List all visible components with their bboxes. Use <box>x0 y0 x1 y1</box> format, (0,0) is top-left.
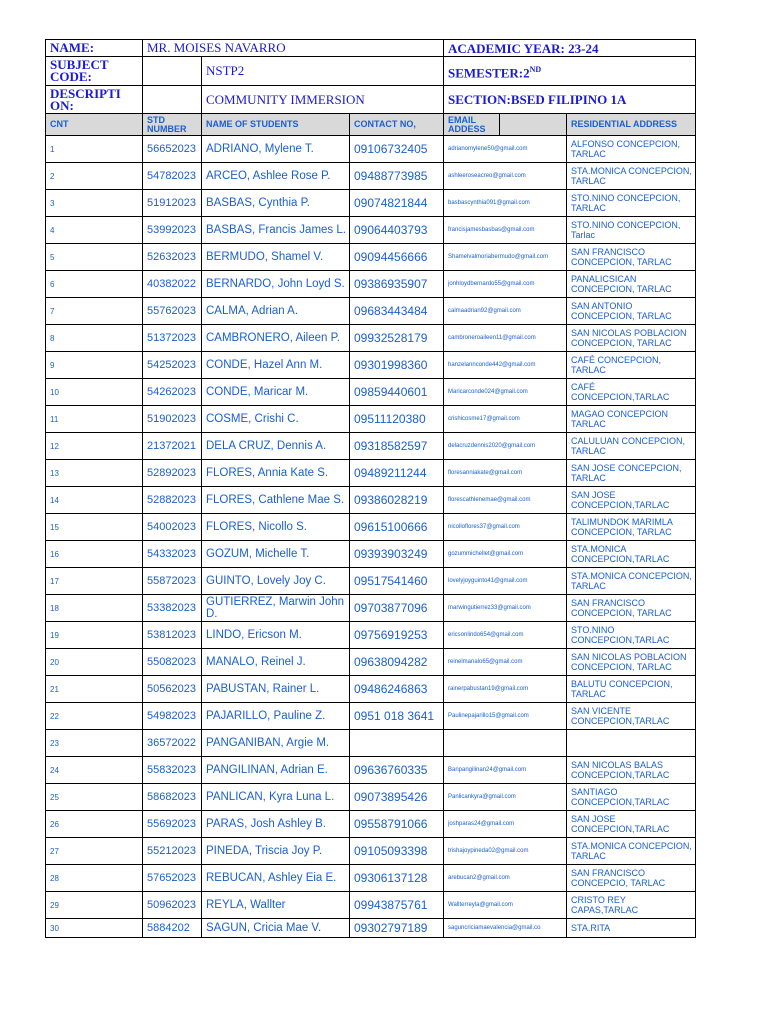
address-cell: STA.MONICA CONCEPCION,TARLAC <box>567 541 696 568</box>
contact-cell: 09064403793 <box>350 217 444 244</box>
cnt-cell: 19 <box>46 622 143 649</box>
description-value: COMMUNITY IMMERSION <box>202 86 444 114</box>
email-cell: ashleeroseacreo@gmail.com <box>444 163 567 190</box>
student-name-cell: ADRIANO, Mylene T. <box>202 136 350 163</box>
cnt-cell: 8 <box>46 325 143 352</box>
table-row <box>46 865 696 892</box>
student-name-cell: PINEDA, Triscia Joy P. <box>202 838 350 865</box>
std-number-cell: 54002023 <box>143 514 202 541</box>
contact-cell: 09511120380 <box>350 406 444 433</box>
table-row <box>46 298 696 325</box>
address-cell: PANALICSICAN CONCEPCION, TARLAC <box>567 271 696 298</box>
address-cell: MAGAO CONCEPCION TARLAC <box>567 406 696 433</box>
table-row <box>46 703 696 730</box>
std-number-cell: 54262023 <box>143 379 202 406</box>
cnt-cell: 24 <box>46 757 143 784</box>
name-row <box>46 40 696 57</box>
table-row <box>46 433 696 460</box>
student-name-cell: GUTIERREZ, Marwin John D. <box>202 595 350 622</box>
email-cell: reinelmanalo65@gmail.com <box>444 649 567 676</box>
table-row <box>46 676 696 703</box>
student-name-cell: SAGUN, Cricia Mae V. <box>202 919 350 938</box>
contact-cell: 09615100666 <box>350 514 444 541</box>
cnt-cell: 22 <box>46 703 143 730</box>
address-cell: CRISTO REY CAPAS,TARLAC <box>567 892 696 919</box>
table-row <box>46 163 696 190</box>
address-cell: BALUTU CONCEPCION, TARLAC <box>567 676 696 703</box>
contact-cell: 09105093398 <box>350 838 444 865</box>
std-number-cell: 51372023 <box>143 325 202 352</box>
student-name-cell: FLORES, Nicollo S. <box>202 514 350 541</box>
cnt-cell: 13 <box>46 460 143 487</box>
student-name-cell: BASBAS, Cynthia P. <box>202 190 350 217</box>
email-cell: Banpangilinan24@gmail.com <box>444 757 567 784</box>
semester-suffix: ND <box>529 64 542 74</box>
table-row <box>46 622 696 649</box>
contact-cell: 09393903249 <box>350 541 444 568</box>
contact-cell: 09386028219 <box>350 487 444 514</box>
table-row <box>46 730 696 757</box>
address-cell: SAN JOSE CONCEPCION,TARLAC <box>567 487 696 514</box>
student-name-cell: FLORES, Cathlene Mae S. <box>202 487 350 514</box>
email-cell: rainerpabustan19@gmail.com <box>444 676 567 703</box>
student-name-cell: CALMA, Adrian A. <box>202 298 350 325</box>
table-row <box>46 460 696 487</box>
email-cell: lovelyjoyguinto41@gmail.com <box>444 568 567 595</box>
std-number-cell: 51912023 <box>143 190 202 217</box>
contact-cell: 09318582597 <box>350 433 444 460</box>
student-name-cell: MANALO, Reinel J. <box>202 649 350 676</box>
table-row <box>46 406 696 433</box>
student-name-cell: GUINTO, Lovely Joy C. <box>202 568 350 595</box>
email-cell <box>444 730 567 757</box>
address-cell <box>567 730 696 757</box>
student-name-cell: DELA CRUZ, Dennis A. <box>202 433 350 460</box>
email-cell: arebucan2@gmail.com <box>444 865 567 892</box>
std-number-cell: 36572022 <box>143 730 202 757</box>
std-number-cell: 56652023 <box>143 136 202 163</box>
cnt-cell: 18 <box>46 595 143 622</box>
std-number-cell: 55762023 <box>143 298 202 325</box>
email-cell: floresanniakate@gmail.com <box>444 460 567 487</box>
email-cell: Shamelvalmoriabermudo@gmail.com <box>444 244 567 271</box>
contact-cell: 09106732405 <box>350 136 444 163</box>
contact-cell: 09943875761 <box>350 892 444 919</box>
cnt-cell: 6 <box>46 271 143 298</box>
col-email: EMAIL ADDESS <box>444 114 500 136</box>
table-row <box>46 244 696 271</box>
cnt-cell: 28 <box>46 865 143 892</box>
cnt-cell: 4 <box>46 217 143 244</box>
address-cell: STA.MONICA CONCEPCION, TARLAC <box>567 568 696 595</box>
table-row <box>46 811 696 838</box>
email-cell: marwingutierrez33@gmail.com <box>444 595 567 622</box>
email-cell: saguncriciamaevalencia@gmail.co <box>444 919 567 938</box>
std-number-cell: 54982023 <box>143 703 202 730</box>
cnt-cell: 14 <box>46 487 143 514</box>
std-number-cell: 54252023 <box>143 352 202 379</box>
std-number-cell: 55872023 <box>143 568 202 595</box>
col-name: NAME OF STUDENTS <box>202 114 350 136</box>
email-cell: florescathlenemae@gmail.com <box>444 487 567 514</box>
table-row <box>46 217 696 244</box>
cnt-cell: 23 <box>46 730 143 757</box>
student-name-cell: PANLICAN, Kyra Luna L. <box>202 784 350 811</box>
col-std-number: STD NUMBER <box>143 114 202 136</box>
contact-cell: 09386935907 <box>350 271 444 298</box>
cnt-cell: 2 <box>46 163 143 190</box>
std-number-cell: 40382022 <box>143 271 202 298</box>
table-row <box>46 838 696 865</box>
subject-code-value: NSTP2 <box>202 57 444 86</box>
std-number-cell: 50962023 <box>143 892 202 919</box>
table-row <box>46 190 696 217</box>
table-row <box>46 325 696 352</box>
email-cell: hanzelannconde442@gmail.com <box>444 352 567 379</box>
contact-cell: 09756919253 <box>350 622 444 649</box>
student-name-cell: LINDO, Ericson M. <box>202 622 350 649</box>
description-blank-cell <box>143 86 202 114</box>
std-number-cell: 55832023 <box>143 757 202 784</box>
student-name-cell: REBUCAN, Ashley Eia E. <box>202 865 350 892</box>
contact-cell: 09683443484 <box>350 298 444 325</box>
std-number-cell: 5884202 <box>143 919 202 938</box>
academic-year: ACADEMIC YEAR: 23-24 <box>444 40 696 57</box>
table-row <box>46 514 696 541</box>
address-cell: CAFÉ CONCEPCION,TARLAC <box>567 379 696 406</box>
contact-cell: 09636760335 <box>350 757 444 784</box>
std-number-cell: 54332023 <box>143 541 202 568</box>
address-cell: SAN FRANCISCO CONCEPCION, TARLAC <box>567 244 696 271</box>
address-cell: SAN NICOLAS POBLACION CONCEPCION, TARLAC <box>567 649 696 676</box>
student-name-cell: PANGILINAN, Adrian E. <box>202 757 350 784</box>
cnt-cell: 9 <box>46 352 143 379</box>
address-cell: STA.RITA <box>567 919 696 938</box>
address-cell: CALULUAN CONCEPCION, TARLAC <box>567 433 696 460</box>
contact-cell: 09859440601 <box>350 379 444 406</box>
address-cell: STA.MONICA CONCEPCION, TARLAC <box>567 163 696 190</box>
contact-cell: 09517541460 <box>350 568 444 595</box>
contact-cell: 09306137128 <box>350 865 444 892</box>
cnt-cell: 5 <box>46 244 143 271</box>
std-number-cell: 52892023 <box>143 460 202 487</box>
table-row <box>46 892 696 919</box>
cnt-cell: 30 <box>46 919 143 938</box>
cnt-cell: 20 <box>46 649 143 676</box>
cnt-cell: 1 <box>46 136 143 163</box>
cnt-cell: 16 <box>46 541 143 568</box>
email-cell: jonhloydbernardo55@gmail.com <box>444 271 567 298</box>
student-name-cell: PANGANIBAN, Argie M. <box>202 730 350 757</box>
std-number-cell: 51902023 <box>143 406 202 433</box>
std-number-cell: 53992023 <box>143 217 202 244</box>
student-name-cell: COSME, Crishi C. <box>202 406 350 433</box>
table-row <box>46 379 696 406</box>
col-contact: CONTACT NO, <box>350 114 444 136</box>
student-name-cell: PARAS, Josh Ashley B. <box>202 811 350 838</box>
table-row <box>46 352 696 379</box>
student-name-cell: CONDE, Maricar M. <box>202 379 350 406</box>
address-cell: SAN NICOLAS BALAS CONCEPCION,TARLAC <box>567 757 696 784</box>
email-cell: adrianomylene50@gmail.com <box>444 136 567 163</box>
semester <box>444 57 696 86</box>
cnt-cell: 25 <box>46 784 143 811</box>
student-name-cell: CAMBRONERO, Aileen P. <box>202 325 350 352</box>
address-cell: SAN JOSE CONCEPCION,TARLAC <box>567 811 696 838</box>
std-number-cell: 54782023 <box>143 163 202 190</box>
student-name-cell: ARCEO, Ashlee Rose P. <box>202 163 350 190</box>
table-row <box>46 541 696 568</box>
std-number-cell: 55212023 <box>143 838 202 865</box>
contact-cell: 09932528179 <box>350 325 444 352</box>
cnt-cell: 17 <box>46 568 143 595</box>
address-cell: SAN JOSE CONCEPCION, TARLAC <box>567 460 696 487</box>
address-cell: TALIMUNDOK MARIMLA CONCEPCION, TARLAC <box>567 514 696 541</box>
email-cell: trishajoypineda02@gmail.com <box>444 838 567 865</box>
cnt-cell: 10 <box>46 379 143 406</box>
std-number-cell: 53812023 <box>143 622 202 649</box>
contact-cell: 09073895426 <box>350 784 444 811</box>
name-label: NAME: <box>46 40 143 57</box>
table-row <box>46 784 696 811</box>
email-cell: francisjamesbasbas@gmail.com <box>444 217 567 244</box>
std-number-cell: 52632023 <box>143 244 202 271</box>
description-row <box>46 86 696 114</box>
email-cell: joshparas24@gmail.com <box>444 811 567 838</box>
column-header-row <box>46 114 696 136</box>
cnt-cell: 29 <box>46 892 143 919</box>
std-number-cell: 50562023 <box>143 676 202 703</box>
contact-cell: 09074821844 <box>350 190 444 217</box>
section: SECTION:BSED FILIPINO 1A <box>444 86 696 114</box>
email-cell: gozummichellet@gmail.com <box>444 541 567 568</box>
table-row <box>46 919 696 938</box>
address-cell: ALFONSO CONCEPCION, TARLAC <box>567 136 696 163</box>
col-address: RESIDENTIAL ADDRESS <box>567 114 696 136</box>
email-cell: nicolloflores37@gmail.com <box>444 514 567 541</box>
table-row <box>46 649 696 676</box>
std-number-cell: 57652023 <box>143 865 202 892</box>
name-value: MR. MOISES NAVARRO <box>143 40 444 57</box>
table-row <box>46 757 696 784</box>
std-number-cell: 55692023 <box>143 811 202 838</box>
student-name-cell: BERMUDO, Shamel V. <box>202 244 350 271</box>
contact-cell: 0951 018 3641 <box>350 703 444 730</box>
cnt-cell: 21 <box>46 676 143 703</box>
table-row <box>46 568 696 595</box>
address-cell: SANTIAGO CONCEPCION,TARLAC <box>567 784 696 811</box>
subject-blank-cell <box>143 57 202 86</box>
student-name-cell: BERNARDO, John Loyd S. <box>202 271 350 298</box>
contact-cell: 09302797189 <box>350 919 444 938</box>
email-cell: calmaadrian92@gmail.com <box>444 298 567 325</box>
contact-cell: 09301998360 <box>350 352 444 379</box>
table-row <box>46 136 696 163</box>
student-name-cell: REYLA, Wallter <box>202 892 350 919</box>
address-cell: SAN VICENTE CONCEPCION,TARLAC <box>567 703 696 730</box>
email-cell: basbascynthia091@gmail.com <box>444 190 567 217</box>
student-name-cell: PABUSTAN, Rainer L. <box>202 676 350 703</box>
student-name-cell: BASBAS, Francis James L. <box>202 217 350 244</box>
col-blank <box>500 114 567 136</box>
student-name-cell: GOZUM, Michelle T. <box>202 541 350 568</box>
contact-cell: 09558791066 <box>350 811 444 838</box>
contact-cell: 09638094282 <box>350 649 444 676</box>
address-cell: STO.NINO CONCEPCION,TARLAC <box>567 622 696 649</box>
email-cell: delacruzdennis2020@gmail.com <box>444 433 567 460</box>
semester-label: SEMESTER:2 <box>448 65 530 81</box>
email-cell: cambroneroaileen11@gmail.com <box>444 325 567 352</box>
table-row <box>46 595 696 622</box>
cnt-cell: 26 <box>46 811 143 838</box>
table-row <box>46 271 696 298</box>
contact-cell: 09094456666 <box>350 244 444 271</box>
col-cnt: CNT <box>46 114 143 136</box>
address-cell: SAN FRANCISCO CONCEPCION, TARLAC <box>567 595 696 622</box>
class-list-table <box>45 39 696 938</box>
address-cell: STO.NINO CONCEPCION, Tarlac <box>567 217 696 244</box>
std-number-cell: 58682023 <box>143 784 202 811</box>
address-cell: SAN NICOLAS POBLACION CONCEPCION, TARLAC <box>567 325 696 352</box>
contact-cell <box>350 730 444 757</box>
address-cell: SAN FRANCISCO CONCEPCIO, TARLAC <box>567 865 696 892</box>
std-number-cell: 55082023 <box>143 649 202 676</box>
subject-code-label: SUBJECT CODE: <box>46 57 143 86</box>
email-cell: Maricarconde024@gmail.com <box>444 379 567 406</box>
email-cell: Wallterreyla@gmail.com <box>444 892 567 919</box>
cnt-cell: 12 <box>46 433 143 460</box>
cnt-cell: 27 <box>46 838 143 865</box>
student-name-cell: PAJARILLO, Pauline Z. <box>202 703 350 730</box>
cnt-cell: 3 <box>46 190 143 217</box>
student-name-cell: CONDE, Hazel Ann M. <box>202 352 350 379</box>
contact-cell: 09488773985 <box>350 163 444 190</box>
std-number-cell: 52882023 <box>143 487 202 514</box>
table-row <box>46 487 696 514</box>
address-cell: CAFÉ CONCEPCION, TARLAC <box>567 352 696 379</box>
contact-cell: 09486246863 <box>350 676 444 703</box>
std-number-cell: 53382023 <box>143 595 202 622</box>
cnt-cell: 11 <box>46 406 143 433</box>
subject-row <box>46 57 696 86</box>
student-name-cell: FLORES, Annia Kate S. <box>202 460 350 487</box>
cnt-cell: 7 <box>46 298 143 325</box>
email-cell: ericsonlindo654@gmail.com <box>444 622 567 649</box>
email-cell: crishicosme17@gmail.com <box>444 406 567 433</box>
std-number-cell: 21372021 <box>143 433 202 460</box>
email-cell: Panlicankyra@gmail.com <box>444 784 567 811</box>
contact-cell: 09703877096 <box>350 595 444 622</box>
cnt-cell: 15 <box>46 514 143 541</box>
contact-cell: 09489211244 <box>350 460 444 487</box>
email-cell: Paulinepajarillo15@gmail.com <box>444 703 567 730</box>
address-cell: STO.NINO CONCEPCION, TARLAC <box>567 190 696 217</box>
address-cell: SAN ANTONIO CONCEPCION, TARLAC <box>567 298 696 325</box>
address-cell: STA.MONICA CONCEPCION, TARLAC <box>567 838 696 865</box>
description-label: DESCRIPTI ON: <box>46 86 143 114</box>
